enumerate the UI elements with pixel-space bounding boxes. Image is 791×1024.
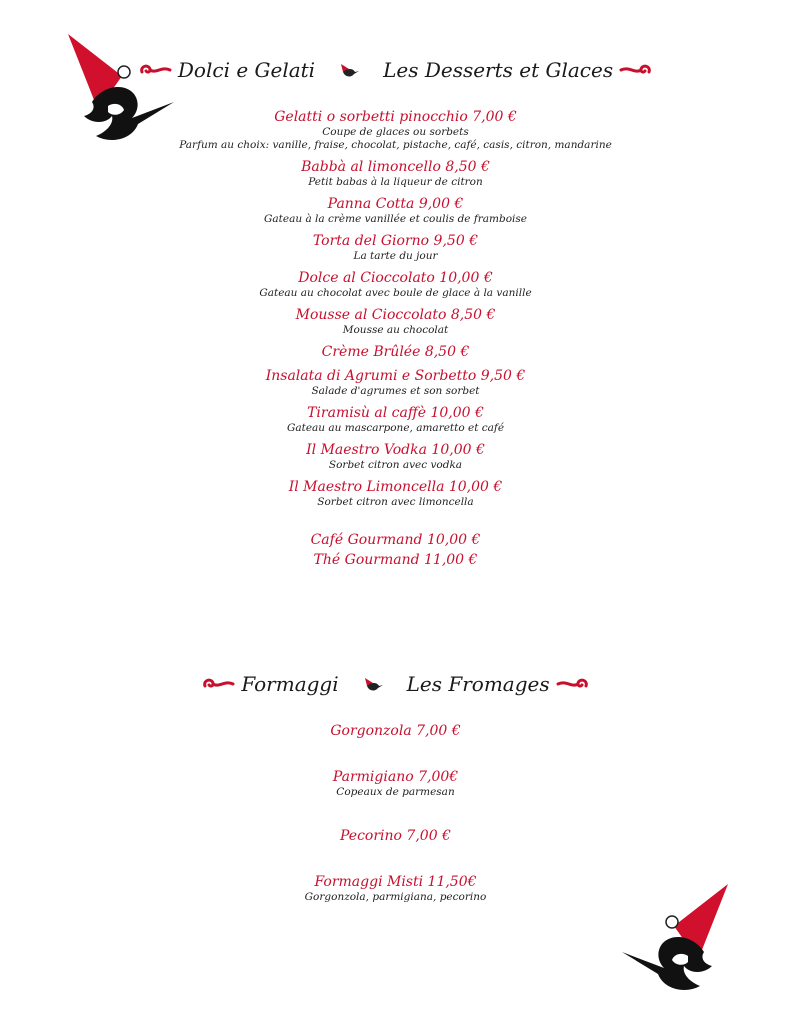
item-description: Sorbet citron avec limoncella — [317, 496, 474, 508]
bird-separator-icon — [363, 676, 383, 692]
cheeses-menu — [0, 722, 791, 904]
desserts-title-italian: Dolci e Gelati — [177, 58, 316, 82]
cheeses-title-french: Les Fromages — [406, 672, 550, 696]
menu-item — [0, 478, 791, 509]
item-name: Tiramisù al caffè 10,00 € — [307, 405, 484, 421]
desserts-heading — [0, 58, 791, 82]
menu-item — [0, 441, 791, 472]
item-name: Torta del Giorno 9,50 € — [312, 233, 479, 249]
item-name: Gelatti o sorbetti pinocchio 7,00 € — [274, 109, 517, 125]
cheeses-heading — [0, 672, 791, 696]
item-name: Panna Cotta 9,00 € — [327, 196, 464, 212]
item-description: Parfum au choix: vanille, fraise, chocolat, pistache, café, casis, citron, mandarine — [179, 139, 612, 151]
menu-item — [0, 232, 791, 263]
bird-separator-icon — [339, 62, 359, 78]
item-description: Gateau à la crème vanillée et coulis de framboise — [264, 213, 527, 225]
item-description: Copeaux de parmesan — [336, 786, 455, 798]
menu-item — [0, 722, 791, 740]
item-name: Insalata di Agrumi e Sorbetto 9,50 € — [265, 368, 526, 384]
menu-item — [0, 768, 791, 799]
item-description: Coupe de glaces ou sorbets — [322, 126, 469, 138]
item-description: Gateau au chocolat avec boule de glace à la vanille — [259, 287, 532, 299]
item-description: Gorgonzola, parmigiana, pecorino — [304, 891, 487, 903]
menu-item — [0, 551, 791, 569]
item-name: Il Maestro Vodka 10,00 € — [306, 442, 485, 458]
item-description: Sorbet citron avec vodka — [328, 459, 463, 471]
item-name: Crème Brûlée 8,50 € — [321, 344, 470, 360]
item-description: Gateau au mascarpone, amaretto et café — [286, 422, 505, 434]
red-scroll-ornament-icon — [619, 62, 653, 78]
item-name: Il Maestro Limoncella 10,00 € — [288, 479, 503, 495]
item-name: Thé Gourmand 11,00 € — [313, 552, 478, 568]
item-name: Parmigiano 7,00€ — [332, 769, 459, 785]
item-name: Café Gourmand 10,00 € — [310, 532, 481, 548]
item-name: Pecorino 7,00 € — [340, 828, 451, 844]
cheeses-title-italian: Formaggi — [241, 672, 339, 696]
menu-item — [0, 195, 791, 226]
menu-item — [0, 531, 791, 549]
red-scroll-ornament-icon — [201, 676, 235, 692]
menu-item — [0, 404, 791, 435]
item-name: Formaggi Misti 11,50€ — [314, 874, 477, 890]
menu-item — [0, 873, 791, 904]
item-name: Dolce al Cioccolato 10,00 € — [298, 270, 493, 286]
item-name: Mousse al Cioccolato 8,50 € — [295, 307, 496, 323]
desserts-menu — [0, 108, 791, 569]
menu-item — [0, 827, 791, 845]
menu-item — [0, 158, 791, 189]
menu-item — [0, 306, 791, 337]
item-description: Salade d'agrumes et son sorbet — [311, 385, 480, 397]
red-scroll-ornament-icon — [138, 62, 172, 78]
item-description: La tarte du jour — [353, 250, 438, 262]
menu-item — [0, 108, 791, 152]
item-name: Gorgonzola 7,00 € — [330, 723, 461, 739]
item-name: Babbà al limoncello 8,50 € — [301, 159, 490, 175]
desserts-title-french: Les Desserts et Glaces — [383, 58, 614, 82]
menu-item — [0, 269, 791, 300]
item-description: Mousse au chocolat — [342, 324, 449, 336]
item-description: Petit babas à la liqueur de citron — [308, 176, 483, 188]
menu-item — [0, 343, 791, 361]
red-scroll-ornament-icon — [556, 676, 590, 692]
menu-item — [0, 367, 791, 398]
